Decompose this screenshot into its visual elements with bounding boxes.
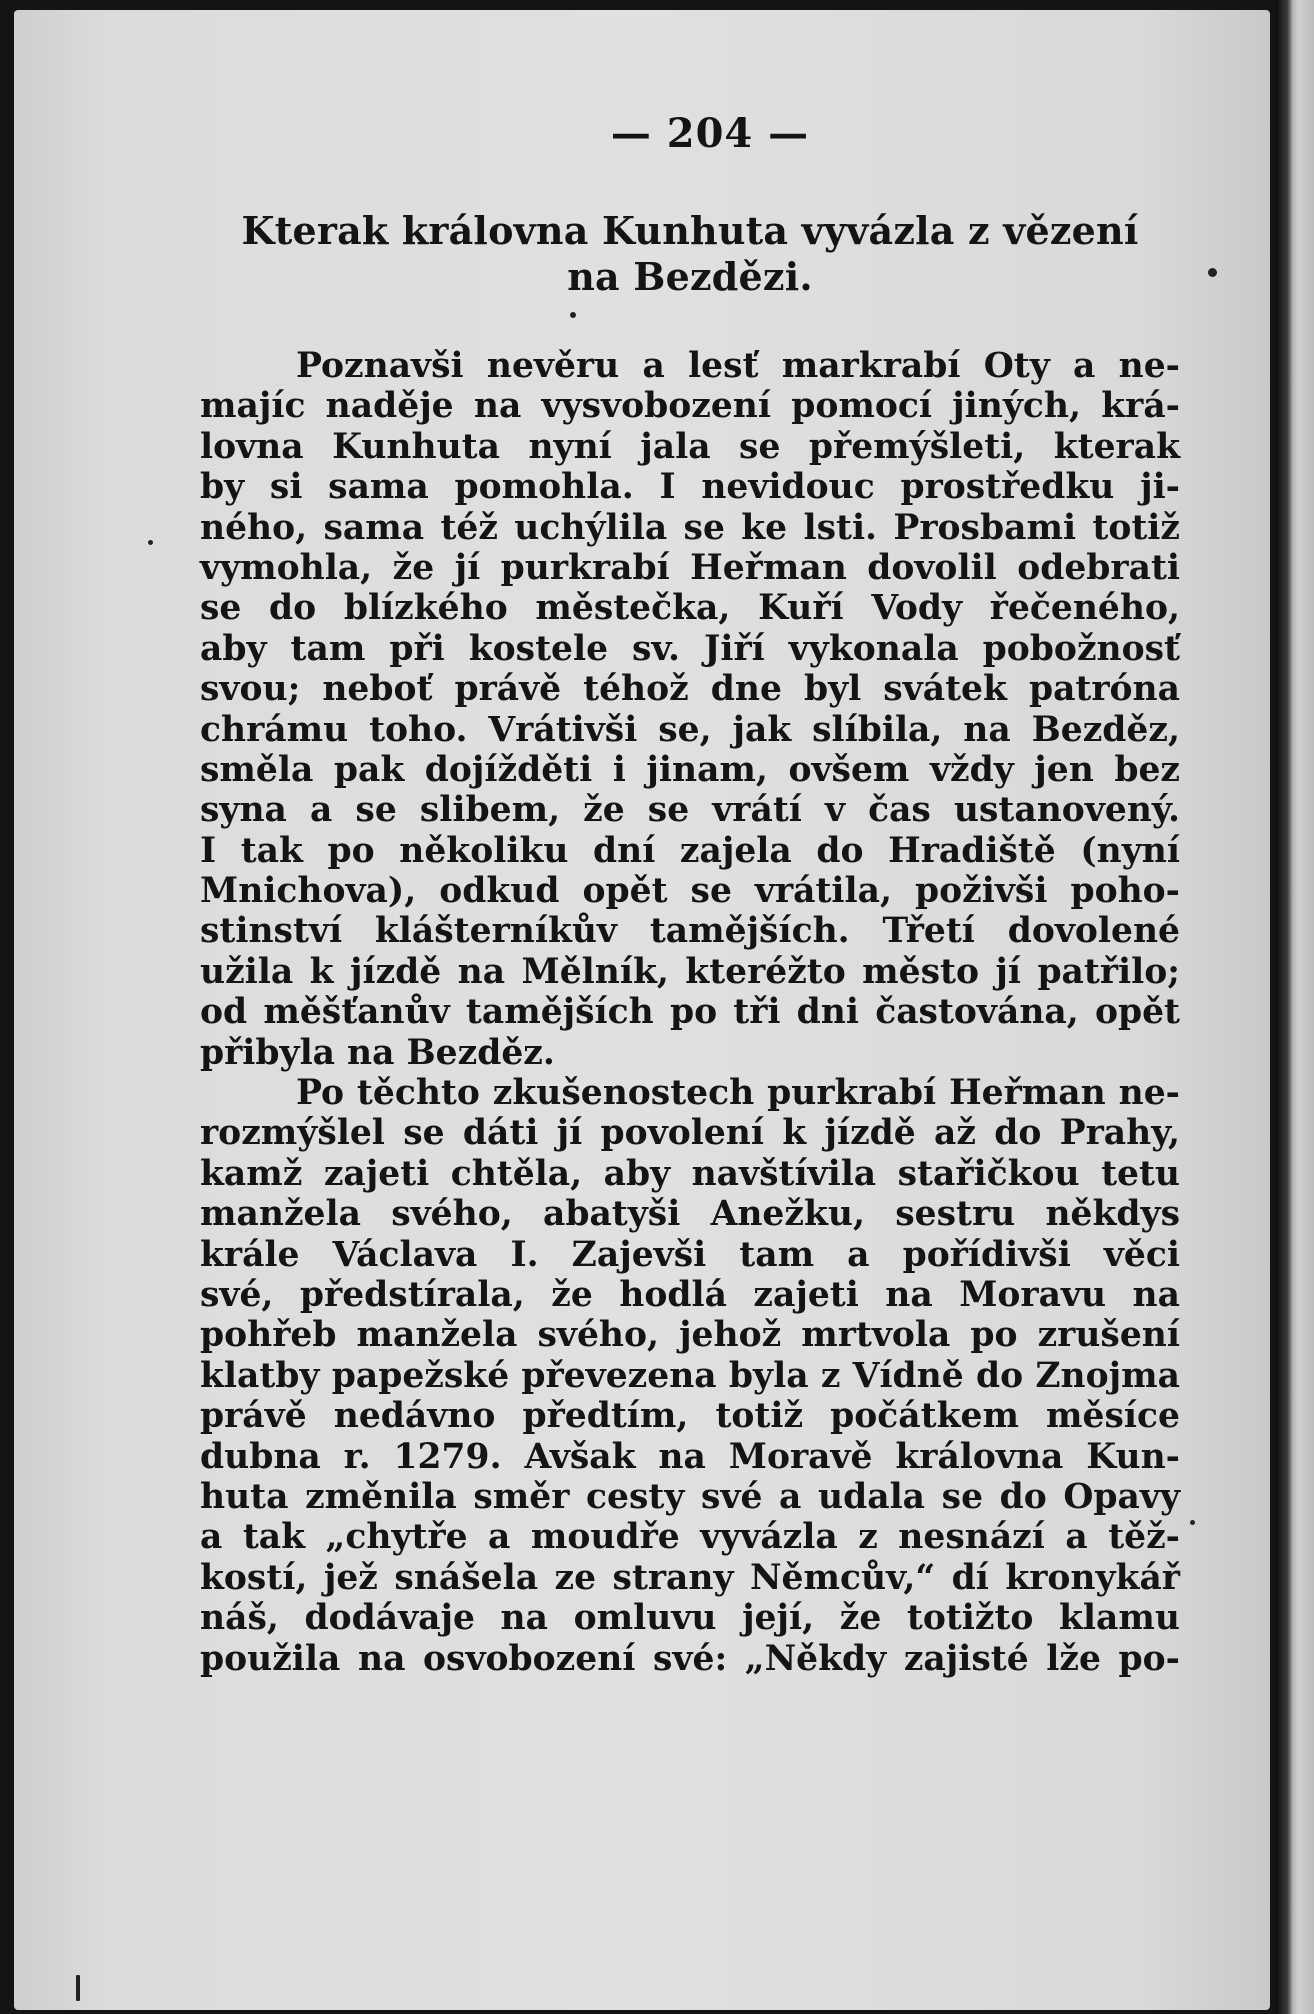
text-line: kamž zajeti chtěla, aby navštívila stařičkou tetu	[200, 1153, 1180, 1194]
text-line: I tak po několiku dní zajela do Hradiště (nyní	[200, 830, 1180, 871]
chapter-title-line: Kterak královna Kunhuta vyvázla z vězení	[241, 208, 1139, 253]
text-line: dubna r. 1279. Avšak na Moravě královna Kun-	[200, 1436, 1180, 1477]
text-line: Poznavši nevěru a lesť markrabí Oty a ne-	[296, 346, 1180, 386]
chapter-title	[200, 208, 1180, 300]
page-number: — 204 —	[610, 110, 810, 157]
text-line: vymohla, že jí purkrabí Heřman dovolil odebrati	[200, 547, 1180, 588]
ink-speck	[76, 1975, 80, 2001]
next-page-edge	[1276, 0, 1314, 2014]
text-line: huta změnila směr cesty své a udala se do Opavy	[200, 1476, 1180, 1517]
ink-speck	[148, 540, 153, 545]
text-line: přibyla na Bezděz.	[200, 1032, 555, 1073]
text-line: lovna Kunhuta nyní jala se přemýšleti, kterak	[200, 426, 1180, 467]
text-line: klatby papežské převezena byla z Vídně do Znojma	[200, 1355, 1180, 1396]
chapter-title-line: na Bezdězi.	[567, 254, 813, 299]
text-line: kostí, jež snášela ze strany Němcův,“ dí kronykář	[200, 1557, 1180, 1598]
text-line: a tak „chytře a moudře vyvázla z nesnází a těž-	[200, 1517, 1180, 1558]
text-line: užila k jízdě na Mělník, kteréžto město jí patřilo;	[200, 951, 1180, 992]
text-line: náš, dodávaje na omluvu její, že totižto klamu	[200, 1598, 1180, 1639]
text-line: Mnichova), odkud opět se vrátila, poživši poho-	[200, 871, 1180, 912]
text-line: od měšťanův tamějších po tři dni častována, opět	[200, 992, 1180, 1033]
ink-speck	[570, 312, 576, 318]
text-line: použila na osvobození své: „Někdy zajisté lže po-	[200, 1638, 1180, 1679]
text-line: ného, sama též uchýlila se ke lsti. Prosbami totiž	[200, 507, 1180, 548]
text-line: právě nedávno předtím, totiž počátkem měsíce	[200, 1396, 1180, 1437]
text-line: aby tam při kostele sv. Jiří vykonala pobožnosť	[200, 628, 1180, 669]
text-line: rozmýšlel se dáti jí povolení k jízdě až do Prahy,	[200, 1113, 1180, 1154]
text-line: Po těchto zkušenostech purkrabí Heřman ne-	[296, 1073, 1180, 1114]
paragraph-1	[200, 346, 1180, 1073]
ink-speck	[1208, 268, 1217, 277]
text-line: se do blízkého městečka, Kuří Vody řečeného,	[200, 588, 1180, 629]
text-line: své, předstírala, že hodlá zajeti na Moravu na	[200, 1274, 1180, 1315]
text-line: svou; neboť právě téhož dne byl svátek patróna	[200, 669, 1180, 710]
ink-speck	[1190, 1520, 1195, 1525]
text-line: majíc naděje na vysvobození pomocí jiných, krá-	[200, 386, 1180, 427]
text-line: pohřeb manžela svého, jehož mrtvola po zrušení	[200, 1315, 1180, 1356]
page-content	[200, 110, 1180, 1679]
paragraph-2	[200, 1073, 1180, 1679]
text-line: manžela svého, abatyši Anežku, sestru někdys	[200, 1194, 1180, 1235]
text-line: stinství klášterníkův tamějších. Třetí dovolené	[200, 911, 1180, 952]
text-line: by si sama pomohla. I nevidouc prostředku ji-	[200, 467, 1180, 508]
text-line: směla pak dojížděti i jinam, ovšem vždy jen bez	[200, 749, 1180, 790]
text-line: krále Václava I. Zajevši tam a pořídivši věci	[200, 1234, 1180, 1275]
text-line: syna a se slibem, že se vrátí v čas ustanovený.	[200, 790, 1180, 831]
text-line: chrámu toho. Vrátivši se, jak slíbila, na Bezděz,	[200, 709, 1180, 750]
